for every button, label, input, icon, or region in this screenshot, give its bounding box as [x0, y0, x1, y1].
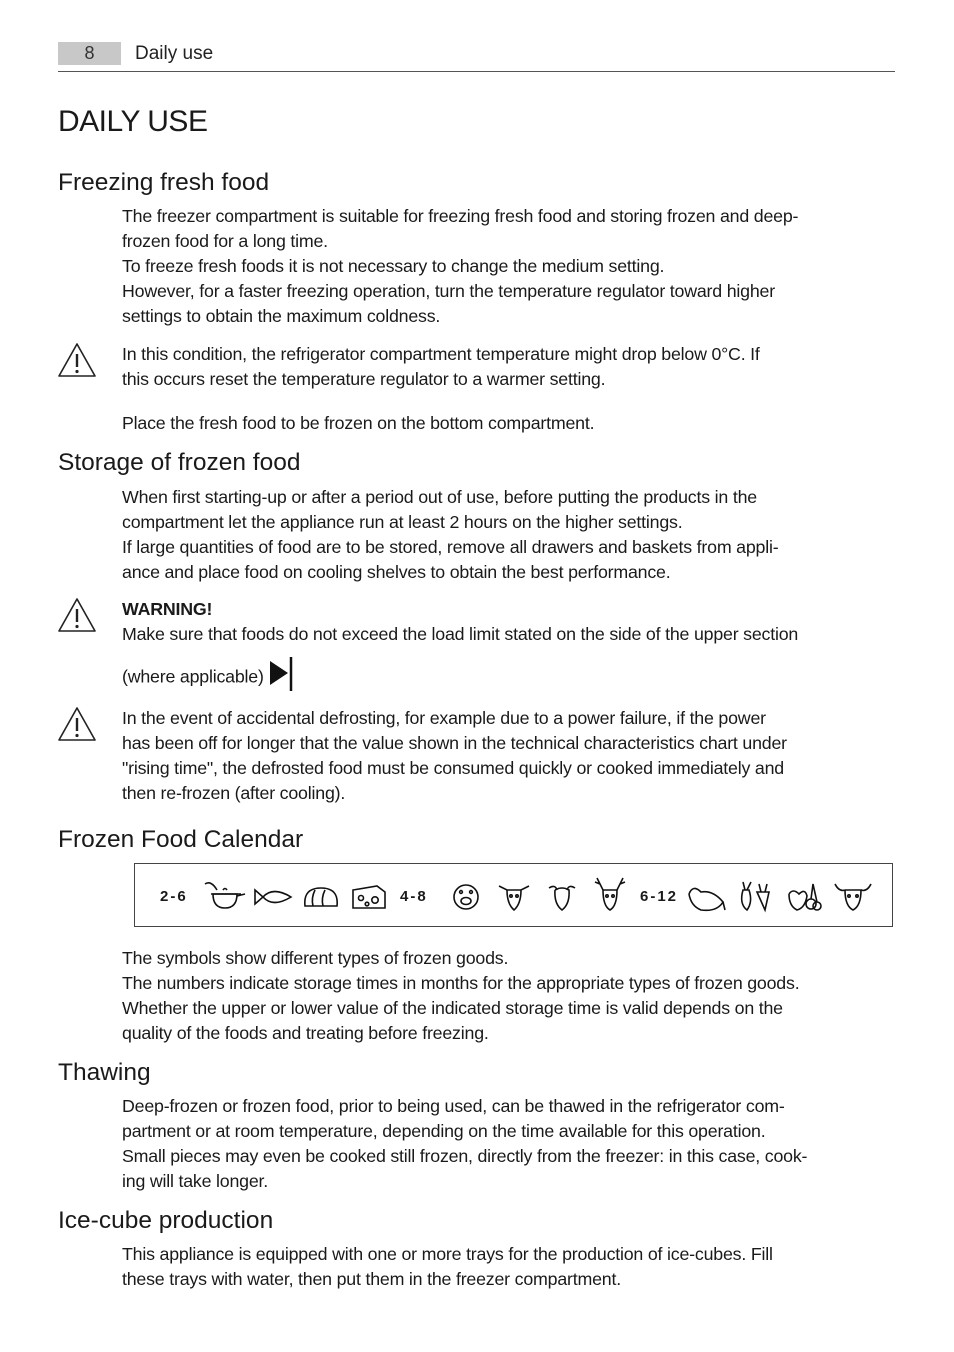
text-line: The symbols show different types of frozen goods. — [122, 948, 509, 968]
fish-icon — [253, 884, 293, 910]
text-line: The numbers indicate storage times in months for the appropriate types of frozen goods. — [122, 973, 800, 993]
text-line — [122, 659, 902, 697]
text-line: partment or at room temperature, depending on the time available for this operation. — [122, 1121, 766, 1141]
text-segment: (where applicable) — [122, 666, 264, 687]
text-line: When first starting-up or after a period out of use, before putting the products in the — [122, 487, 757, 507]
text-line: this occurs reset the temperature regulator to a warmer setting. — [122, 369, 606, 389]
heading-calendar: Frozen Food Calendar — [58, 826, 304, 853]
pig-icon — [449, 882, 483, 912]
text-line: In this condition, the refrigerator compartment temperature might drop below 0°C. If — [122, 344, 760, 364]
storage-range: 4-8 — [400, 888, 428, 905]
text-line: Whether the upper or lower value of the indicated storage time is valid depends on the — [122, 998, 783, 1018]
text-line: "rising time", the defrosted food must be consumed quickly or cooked immediately and — [122, 758, 784, 778]
thawing-paragraph — [122, 1094, 902, 1194]
text-line: quality of the foods and treating before freezing. — [122, 1023, 489, 1043]
text-line: settings to obtain the maximum coldness. — [122, 306, 441, 326]
text-line: ing will take longer. — [122, 1171, 269, 1191]
freezing-paragraph-2: Place the fresh food to be frozen on the bottom compartment. — [122, 413, 595, 433]
poultry-icon — [687, 880, 727, 914]
text-line: these trays with water, then put them in the freezer compartment. — [122, 1269, 621, 1289]
text-line: In the event of accidental defrosting, for example due to a power failure, if the power — [122, 708, 766, 728]
calf-icon — [497, 880, 531, 914]
text-line: The freezer compartment is suitable for freezing fresh food and storing frozen and deep- — [122, 206, 799, 226]
heading-icecube: Ice-cube production — [58, 1207, 274, 1234]
text-line: Small pieces may even be cooked still frozen, directly from the freezer: in this case, cook- — [122, 1146, 808, 1166]
warning-icon — [57, 706, 97, 742]
deer-icon — [593, 876, 627, 914]
warning-icon — [57, 597, 97, 633]
freezing-paragraph — [122, 204, 902, 329]
storage-warning — [122, 597, 902, 697]
text-line: Make sure that foods do not exceed the load limit stated on the side of the upper section — [122, 624, 799, 644]
heading-storage: Storage of frozen food — [58, 449, 301, 476]
text-line: To freeze fresh foods it is not necessary to change the medium setting. — [122, 256, 665, 276]
text-line: frozen food for a long time. — [122, 231, 328, 251]
text-line: then re-frozen (after cooling). — [122, 783, 346, 803]
text-line: has been off for longer that the value shown in the technical characteristics chart under — [122, 733, 787, 753]
heading-thawing: Thawing — [58, 1059, 151, 1086]
warning-icon — [57, 342, 97, 378]
freezing-warning — [122, 342, 902, 392]
text-line: However, for a faster freezing operation, turn the temperature regulator toward higher — [122, 281, 775, 301]
load-limit-icon — [268, 655, 296, 693]
pot-icon — [201, 878, 247, 914]
running-head: Daily use — [135, 43, 214, 64]
frozen-food-calendar — [134, 863, 893, 927]
heading-freezing: Freezing fresh food — [58, 169, 270, 196]
beef-icon — [833, 880, 873, 914]
text-line: This appliance is equipped with one or more trays for the production of ice-cubes. Fill — [122, 1244, 773, 1264]
page-title: DAILY USE — [58, 105, 208, 138]
text-line: ance and place food on cooling shelves to obtain the best performance. — [122, 562, 671, 582]
calendar-description — [122, 946, 902, 1046]
text-line: Deep-frozen or frozen food, prior to being used, can be thawed in the refrigerator com- — [122, 1096, 785, 1116]
bread-icon — [301, 884, 341, 910]
lamb-icon — [545, 880, 579, 914]
cheese-icon — [349, 882, 389, 912]
text-line: If large quantities of food are to be stored, remove all drawers and baskets from appli- — [122, 537, 779, 557]
storage-range: 6-12 — [640, 888, 679, 905]
vegetables-icon — [737, 878, 771, 914]
storage-paragraph — [122, 485, 902, 585]
header-rule — [58, 71, 895, 72]
text-line: compartment let the appliance run at least 2 hours on the higher settings. — [122, 512, 683, 532]
warning-title: WARNING! — [122, 599, 213, 619]
icecube-paragraph — [122, 1242, 902, 1292]
defrost-warning — [122, 706, 902, 806]
fruit-icon — [785, 878, 823, 914]
page-number: 8 — [58, 42, 121, 65]
storage-range: 2-6 — [160, 888, 188, 905]
